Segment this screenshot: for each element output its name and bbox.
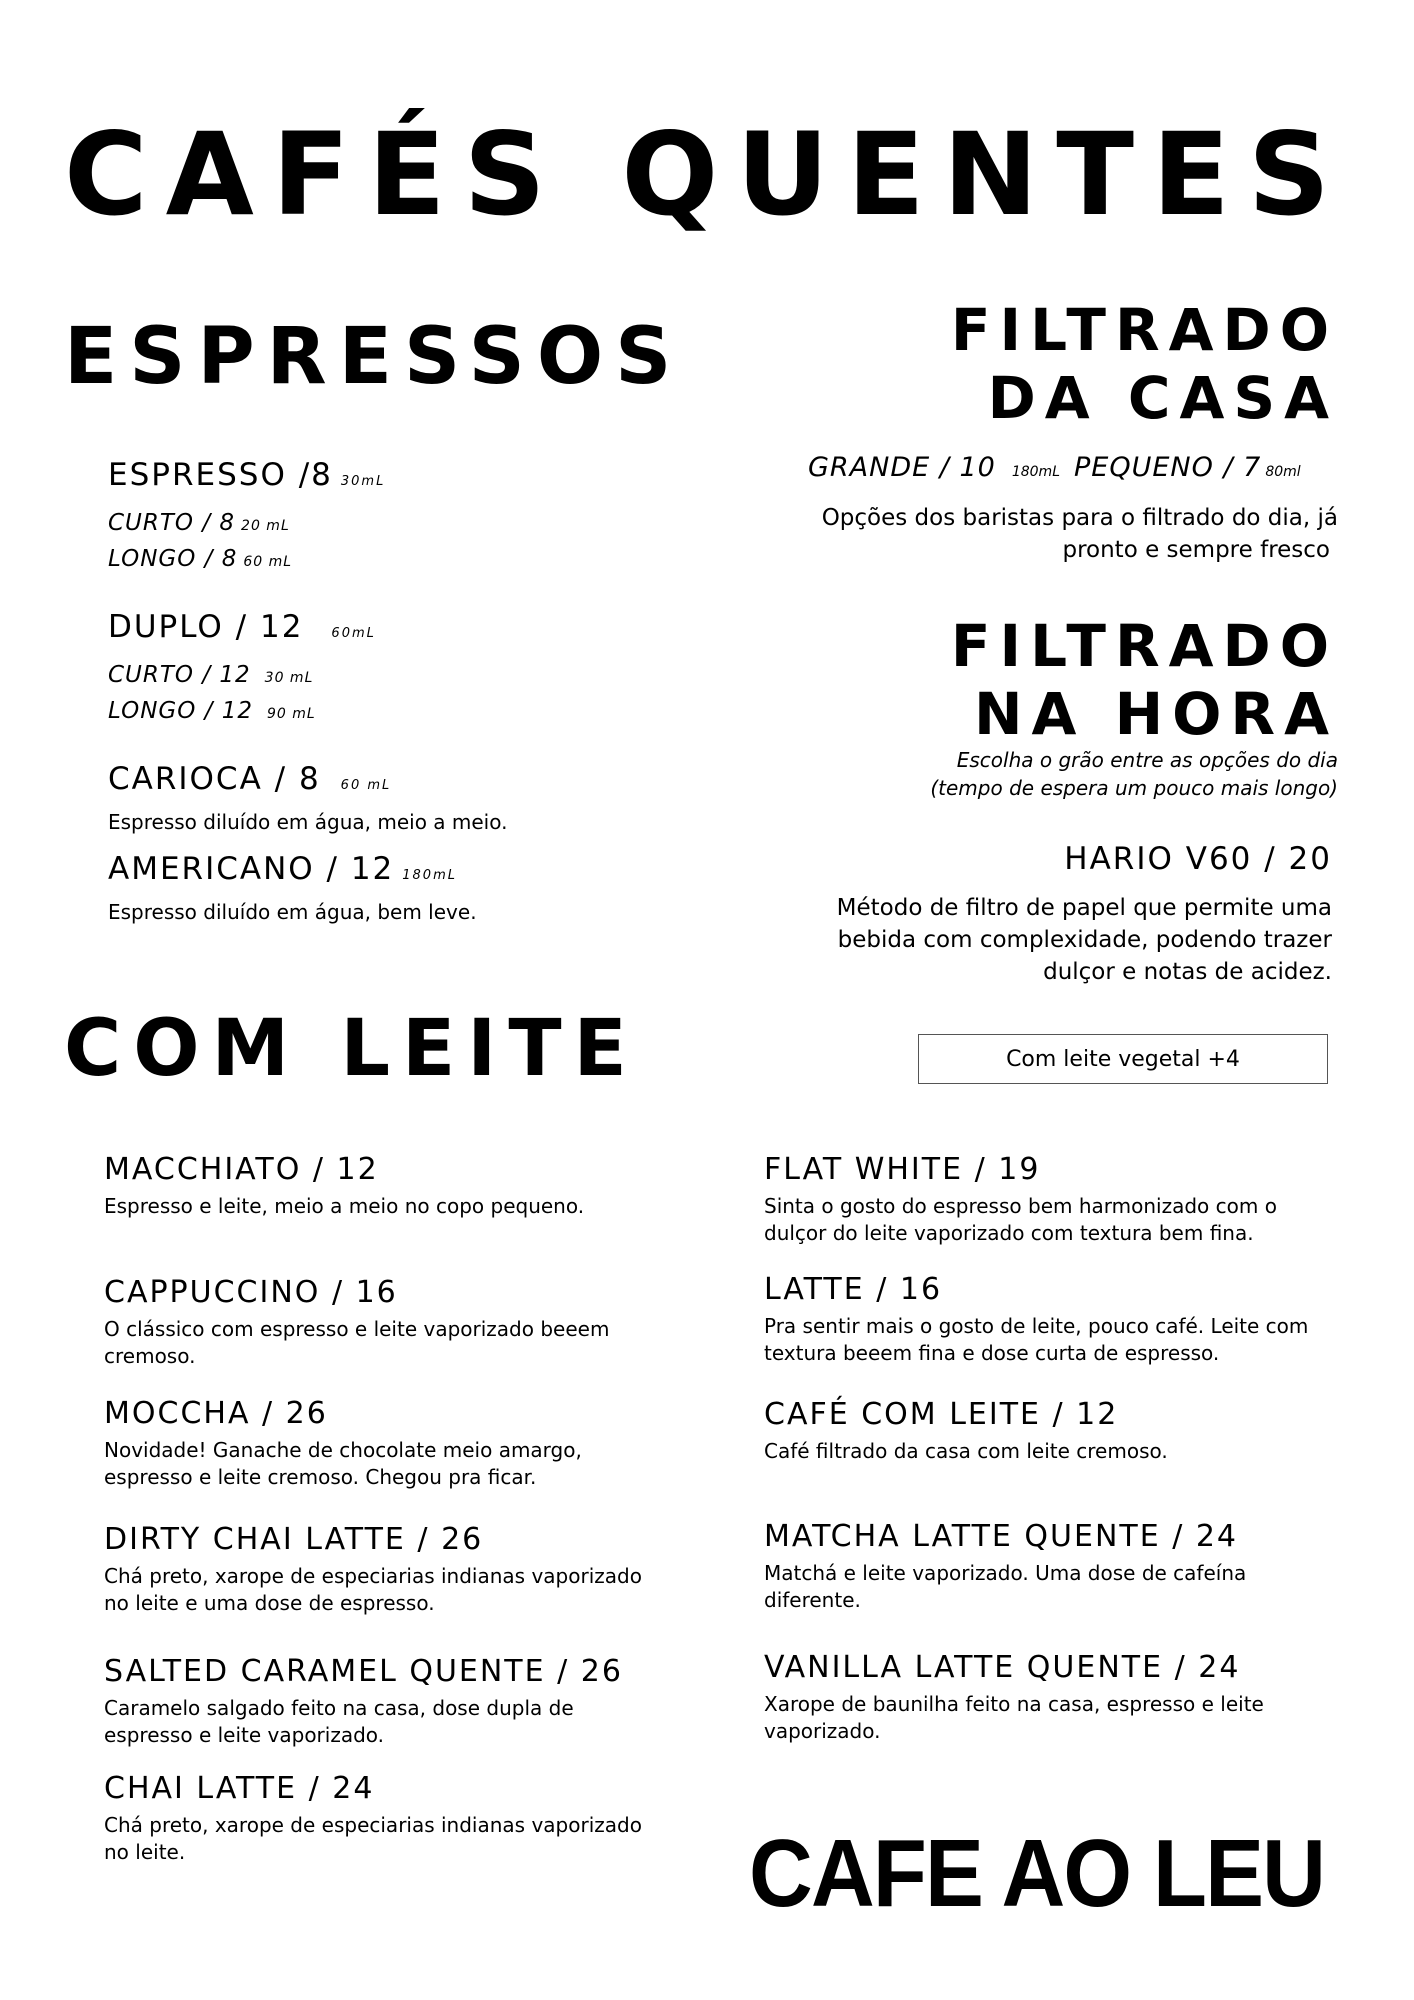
menu-item-name: LATTE / 16 xyxy=(764,1272,943,1307)
menu-item-description: Sinta o gosto do espresso bem harmonizado com o dulçor do leite vaporizado com textura bem fina. xyxy=(764,1194,1277,1245)
subitem-volume: 90 mL xyxy=(266,706,316,722)
filtrado-casa-sizes xyxy=(808,452,1301,483)
item-volume: 30mL xyxy=(340,474,386,489)
menu-item-name: CAFÉ COM LEITE / 12 xyxy=(764,1397,1119,1432)
subitem-volume: 60 mL xyxy=(243,554,293,570)
hario-description xyxy=(837,892,1332,989)
filtrado-hora-note xyxy=(930,746,1338,802)
menu-item-americano xyxy=(108,852,457,886)
page-title: CAFÉS QUENTES xyxy=(64,108,1348,241)
note-line: Escolha o grão entre as opções do dia xyxy=(956,748,1338,772)
subitem-volume: 20 mL xyxy=(241,518,290,534)
description-line: Opções dos baristas para o filtrado do dia, já xyxy=(821,505,1338,531)
section-heading-espressos: ESPRESSOS xyxy=(64,312,684,402)
menu-item-espresso xyxy=(108,458,385,492)
filtrado-casa-description xyxy=(822,502,1338,566)
item-name: CARIOCA / 8 xyxy=(108,761,321,797)
item-volume: 180mL xyxy=(402,868,457,883)
menu-item-carioca xyxy=(108,762,391,796)
menu-item-hario-v60: HARIO V60 / 20 xyxy=(1064,841,1332,877)
menu-item-description: O clássico com espresso e leite vaporizado beeem cremoso. xyxy=(104,1317,610,1368)
description-line: dulçor e notas de acidez. xyxy=(1043,959,1332,986)
item-name: ESPRESSO /8 xyxy=(108,457,333,493)
description-line: Método de filtro de papel que permite uma xyxy=(836,895,1332,921)
item-volume: 60 mL xyxy=(340,778,392,793)
menu-item-description: Novidade! Ganache de chocolate meio amargo, espresso e leite cremoso. Chegou pra ficar. xyxy=(104,1438,582,1489)
subitem-name: LONGO / 8 xyxy=(108,546,238,572)
section-heading-com-leite: COM LEITE xyxy=(64,1004,639,1094)
menu-item-name: FLAT WHITE / 19 xyxy=(764,1152,1041,1187)
cafe-logo: CAFE AO LEU xyxy=(748,1820,1324,1927)
item-name: AMERICANO / 12 xyxy=(108,851,395,887)
item-description: Espresso diluído em água, bem leve. xyxy=(108,900,477,924)
heading-line: FILTRADO xyxy=(950,612,1338,680)
menu-item-name: MOCCHA / 26 xyxy=(104,1396,328,1431)
section-heading-filtrado-casa xyxy=(951,296,1338,432)
menu-subitem-espresso-longo xyxy=(108,546,292,572)
menu-subitem-espresso-curto xyxy=(108,510,290,536)
menu-item-name: MACCHIATO / 12 xyxy=(104,1152,379,1187)
menu-item-name: VANILLA LATTE QUENTE / 24 xyxy=(764,1650,1241,1685)
subitem-name: CURTO / 12 xyxy=(108,662,251,688)
menu-item-name: SALTED CARAMEL QUENTE / 26 xyxy=(104,1654,623,1689)
menu-item-description: Caramelo salgado feito na casa, dose dupla de espresso e leite vaporizado. xyxy=(104,1696,574,1747)
vegetal-milk-note: Com leite vegetal +4 xyxy=(918,1034,1328,1084)
menu-item-name: MATCHA LATTE QUENTE / 24 xyxy=(764,1519,1239,1554)
menu-item-name: DIRTY CHAI LATTE / 26 xyxy=(104,1522,484,1557)
menu-item-name: CHAI LATTE / 24 xyxy=(104,1771,375,1806)
menu-item-description: Espresso e leite, meio a meio no copo pequeno. xyxy=(104,1194,585,1218)
size-pequeno: PEQUENO / 7 xyxy=(1074,452,1262,483)
subitem-name: LONGO / 12 xyxy=(108,698,253,724)
menu-item-description: Pra sentir mais o gosto de leite, pouco café. Leite com textura beeem fina e dose curta de espresso. xyxy=(764,1314,1309,1365)
item-description: Espresso diluído em água, meio a meio. xyxy=(108,810,508,834)
menu-subitem-duplo-longo xyxy=(108,698,316,724)
heading-line: NA HORA xyxy=(973,680,1338,748)
section-heading-filtrado-hora xyxy=(951,612,1338,748)
size-volume: 180mL xyxy=(1011,464,1060,480)
subitem-volume: 30 mL xyxy=(264,670,314,686)
item-volume: 60mL xyxy=(331,626,376,641)
size-grande: GRANDE / 10 xyxy=(808,452,996,483)
menu-item-description: Xarope de baunilha feito na casa, espresso e leite vaporizado. xyxy=(764,1692,1264,1743)
menu-subitem-duplo-curto xyxy=(108,662,313,688)
subitem-name: CURTO / 8 xyxy=(108,510,236,536)
note-line: (tempo de espera um pouco mais longo) xyxy=(930,776,1338,800)
menu-item-description: Café filtrado da casa com leite cremoso. xyxy=(764,1439,1168,1463)
heading-line: DA CASA xyxy=(987,364,1338,432)
heading-line: FILTRADO xyxy=(950,296,1338,364)
size-volume: 80ml xyxy=(1265,464,1301,480)
menu-item-description: Matchá e leite vaporizado. Uma dose de cafeína diferente. xyxy=(764,1561,1247,1612)
item-name: DUPLO / 12 xyxy=(108,609,304,645)
description-line: pronto e sempre fresco xyxy=(1062,537,1330,564)
menu-item-description: Chá preto, xarope de especiarias indianas vaporizado no leite. xyxy=(104,1813,642,1864)
menu-item-description: Chá preto, xarope de especiarias indianas vaporizado no leite e uma dose de espresso. xyxy=(104,1564,642,1615)
menu-item-duplo xyxy=(108,610,376,644)
menu-item-name: CAPPUCCINO / 16 xyxy=(104,1275,398,1310)
description-line: bebida com complexidade, podendo trazer xyxy=(837,927,1332,954)
